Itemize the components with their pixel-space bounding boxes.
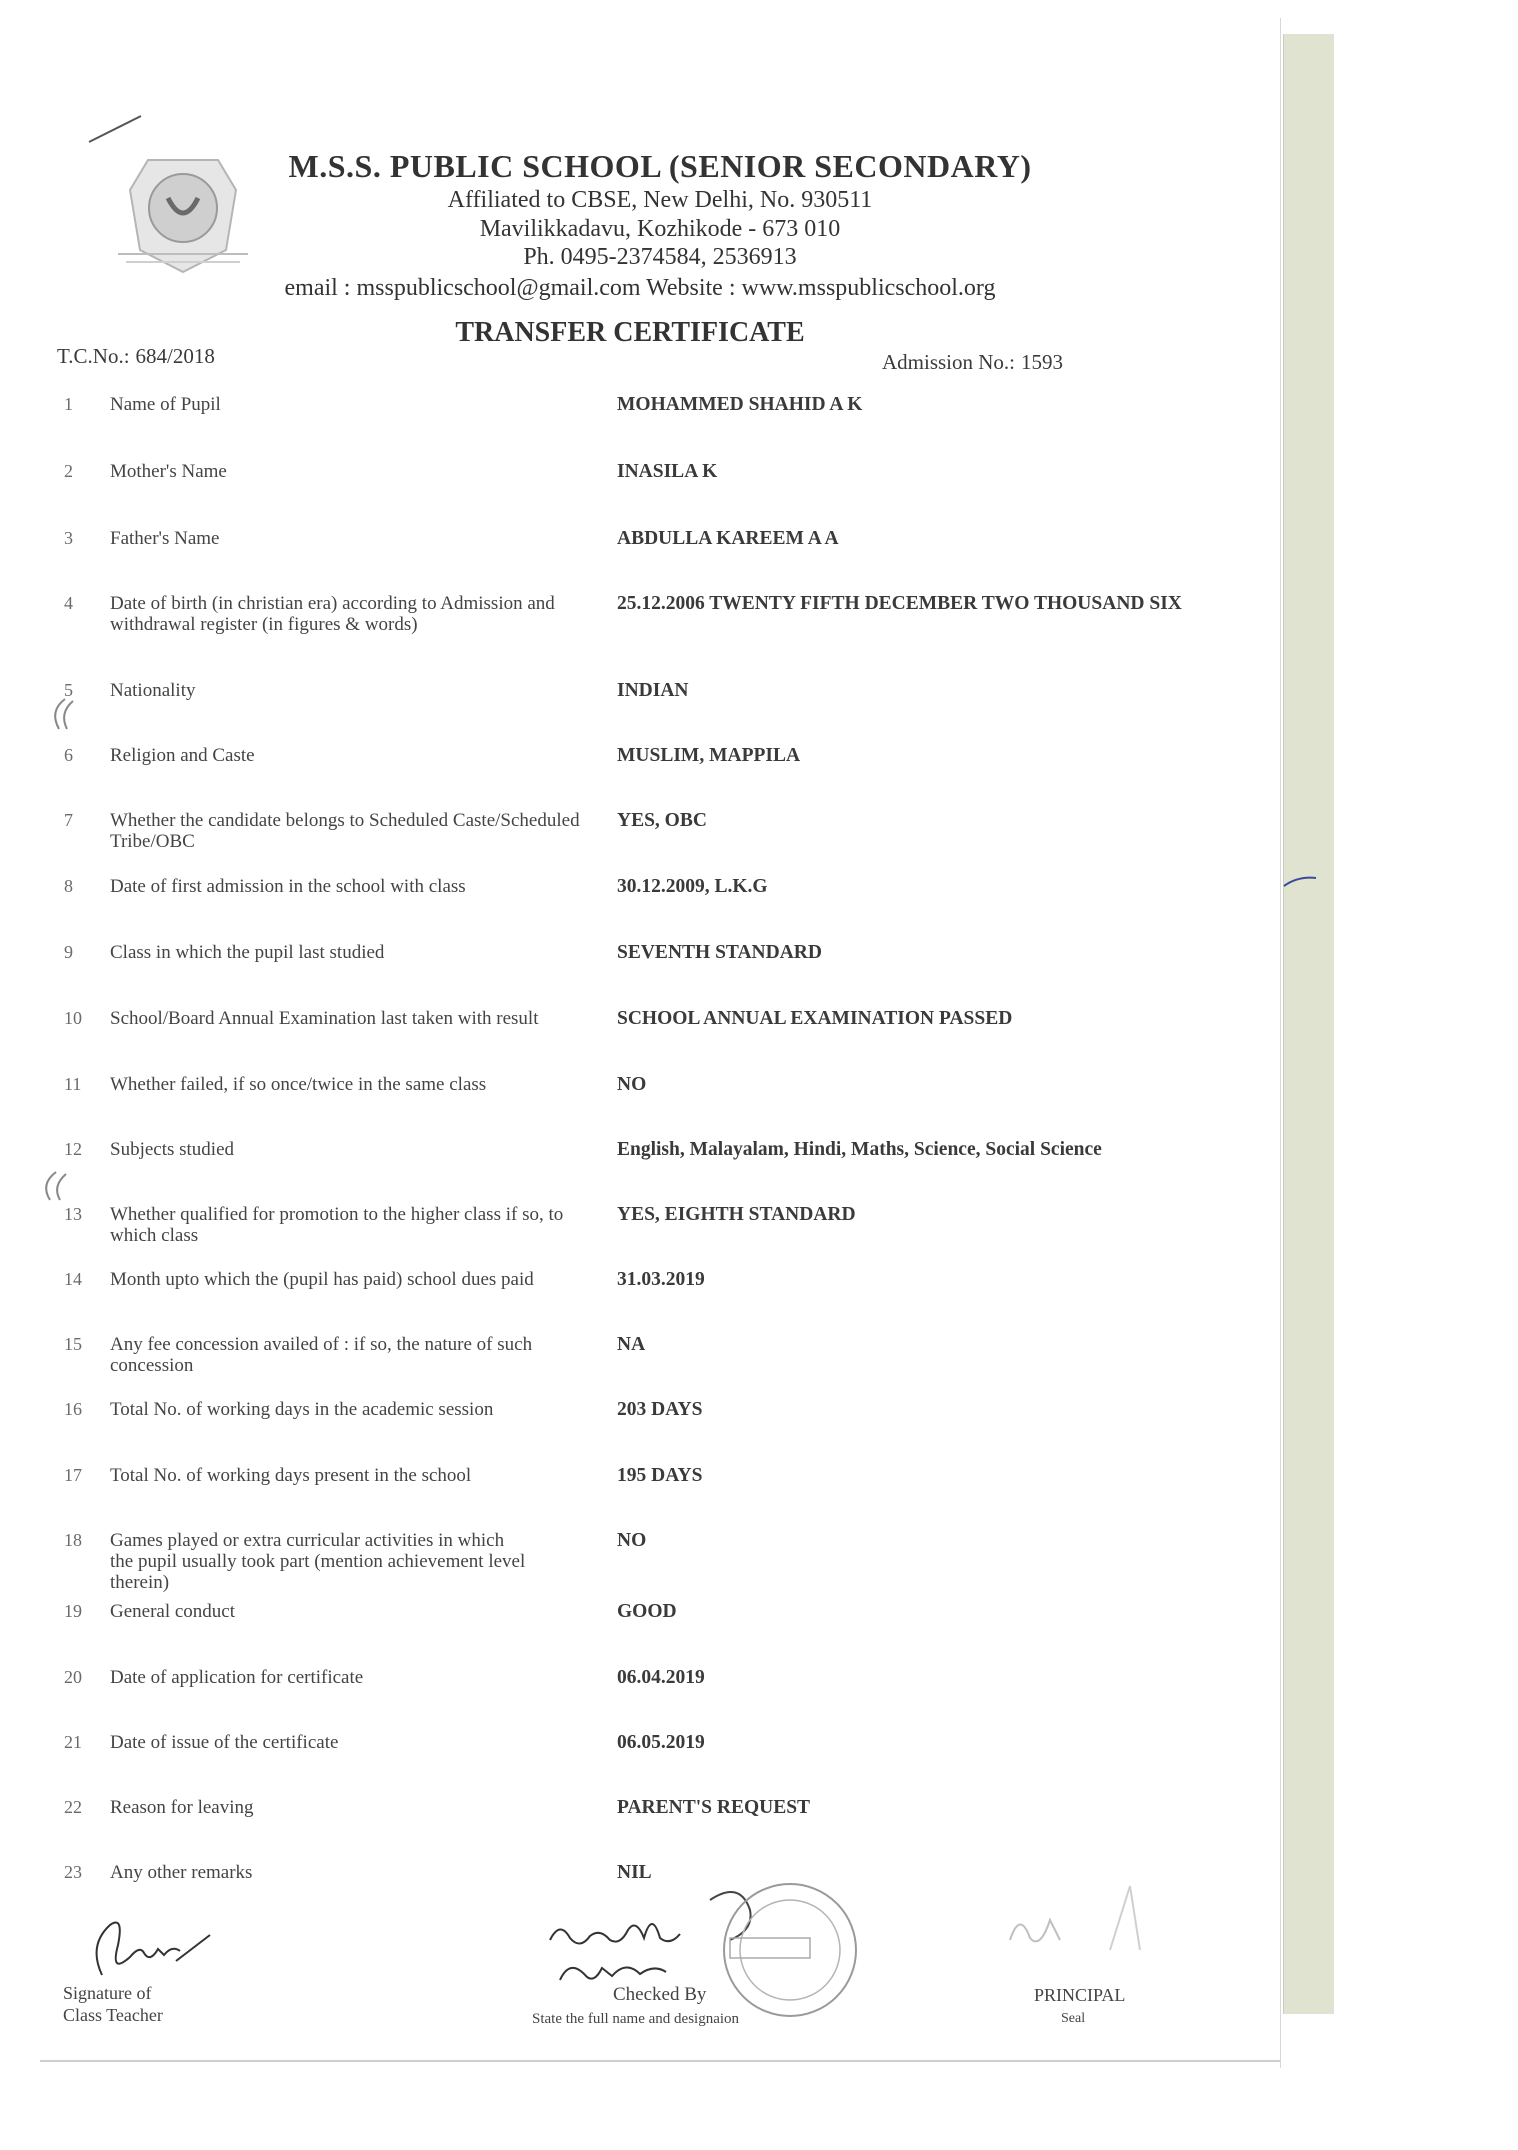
row-label: General conduct (110, 1601, 236, 1622)
row-value: SEVENTH STANDARD (617, 942, 822, 963)
row-value: SCHOOL ANNUAL EXAMINATION PASSED (617, 1008, 1013, 1029)
row-value: GOOD (617, 1601, 677, 1622)
row-value: 203 DAYS (617, 1399, 703, 1420)
row-number: 1 (64, 394, 73, 414)
row-value: ABDULLA KAREEM A A (617, 528, 839, 549)
row-label: Religion and Caste (110, 745, 255, 766)
seal-label: Seal (1061, 2011, 1086, 2026)
principal-signature-icon (990, 1880, 1160, 1960)
admission-number (882, 350, 1069, 375)
row-label: Any fee concession availed of : if so, the nature of such concession (110, 1334, 533, 1376)
row-number: 23 (64, 1862, 82, 1882)
row-label: Subjects studied (110, 1139, 235, 1160)
row-value: English, Malayalam, Hindi, Maths, Science, Social Science (617, 1139, 1102, 1160)
row-label: Total No. of working days in the academic session (110, 1399, 494, 1420)
row-value: NA (617, 1334, 646, 1355)
row-value: 195 DAYS (617, 1465, 703, 1486)
school-name: M.S.S. PUBLIC SCHOOL (SENIOR SECONDARY) (288, 148, 1032, 184)
row-value: INDIAN (617, 680, 689, 701)
row-number: 21 (64, 1732, 82, 1752)
row-label: Date of application for certificate (110, 1667, 364, 1688)
row-label: Whether the candidate belongs to Scheduled Caste/Scheduled Tribe/OBC (110, 810, 580, 852)
row-label: Father's Name (110, 528, 220, 549)
row-value: NIL (617, 1862, 652, 1883)
certificate-title: TRANSFER CERTIFICATE (455, 317, 805, 348)
row-number: 20 (64, 1667, 82, 1687)
row-number: 6 (64, 745, 73, 765)
phone-line: Ph. 0495-2374584, 2536913 (523, 244, 797, 270)
admission-label: Admission No.: (882, 350, 1016, 374)
row-number: 13 (64, 1204, 82, 1224)
row-value: INASILA K (617, 461, 718, 482)
row-number: 16 (64, 1399, 82, 1419)
row-label: Whether qualified for promotion to the higher class if so, to which class (110, 1204, 564, 1246)
affiliation-line: Affiliated to CBSE, New Delhi, No. 930511 (447, 187, 873, 213)
tc-value: 684/2018 (135, 344, 215, 368)
address-line: Mavilikkadavu, Kozhikode - 673 010 (479, 216, 841, 242)
row-label: Reason for leaving (110, 1797, 254, 1818)
row-value: YES, OBC (617, 810, 707, 831)
pen-mark-icon (85, 112, 145, 147)
row-label: Games played or extra curricular activities in which the pupil usually took part (mention achievement level therein) (110, 1530, 526, 1593)
row-number: 15 (64, 1334, 82, 1354)
row-label: Month upto which the (pupil has paid) school dues paid (110, 1269, 534, 1290)
row-label: Any other remarks (110, 1862, 253, 1883)
row-label: Date of birth (in christian era) according to Admission and withdrawal register (in figures & words) (110, 593, 555, 635)
row-number: 7 (64, 810, 73, 830)
checked-signature-icon (540, 1880, 880, 2020)
class-teacher-signature: Signature of Class Teacher (63, 1983, 163, 2025)
row-value: 06.04.2019 (617, 1667, 705, 1688)
ink-mark-icon (38, 1168, 78, 1208)
row-label: Date of issue of the certificate (110, 1732, 339, 1753)
row-number: 22 (64, 1797, 82, 1817)
row-label: Nationality (110, 680, 196, 701)
row-value: 31.03.2019 (617, 1269, 705, 1290)
row-number: 17 (64, 1465, 82, 1485)
row-value: NO (617, 1074, 647, 1095)
tc-number (57, 344, 221, 369)
row-number: 5 (64, 680, 73, 700)
row-number: 8 (64, 876, 73, 896)
row-label: Class in which the pupil last studied (110, 942, 385, 963)
teacher-signature-icon (80, 1905, 220, 1985)
row-label: Name of Pupil (110, 394, 221, 415)
row-number: 12 (64, 1139, 82, 1159)
row-label: Date of first admission in the school with class (110, 876, 466, 897)
row-number: 19 (64, 1601, 82, 1621)
row-number: 18 (64, 1530, 82, 1550)
row-value: 06.05.2019 (617, 1732, 705, 1753)
row-value: PARENT'S REQUEST (617, 1797, 811, 1818)
row-label: Total No. of working days present in the school (110, 1465, 472, 1486)
principal-label: PRINCIPAL (1034, 1985, 1126, 2005)
row-label: Whether failed, if so once/twice in the same class (110, 1074, 487, 1095)
row-number: 2 (64, 461, 73, 481)
admission-value: 1593 (1021, 350, 1064, 374)
page-bottom-edge (40, 2060, 1280, 2062)
row-value: MOHAMMED SHAHID A K (617, 394, 863, 415)
contact-line: email : msspublicschool@gmail.com Website : www.msspublicschool.org (284, 275, 996, 301)
back-sheet (1283, 34, 1334, 2014)
row-number: 9 (64, 942, 73, 962)
row-number: 14 (64, 1269, 82, 1289)
row-value: MUSLIM, MAPPILA (617, 745, 801, 766)
checked-by-label: Checked By (613, 1984, 707, 2005)
row-number: 3 (64, 528, 73, 548)
tc-label: T.C.No.: (57, 344, 130, 368)
row-number: 10 (64, 1008, 82, 1028)
row-value: 30.12.2009, L.K.G (617, 876, 768, 897)
designation-note: State the full name and designaion (532, 2011, 740, 2027)
row-label: Mother's Name (110, 461, 227, 482)
row-value: 25.12.2006 TWENTY FIFTH DECEMBER TWO THOUSAND SIX (617, 593, 1182, 614)
row-label: School/Board Annual Examination last taken with result (110, 1008, 539, 1029)
ink-mark-icon (45, 695, 85, 735)
pen-tick-icon (1282, 872, 1318, 892)
row-value: NO (617, 1530, 647, 1551)
row-number: 4 (64, 593, 73, 613)
row-value: YES, EIGHTH STANDARD (617, 1204, 856, 1225)
row-number: 11 (64, 1074, 82, 1094)
